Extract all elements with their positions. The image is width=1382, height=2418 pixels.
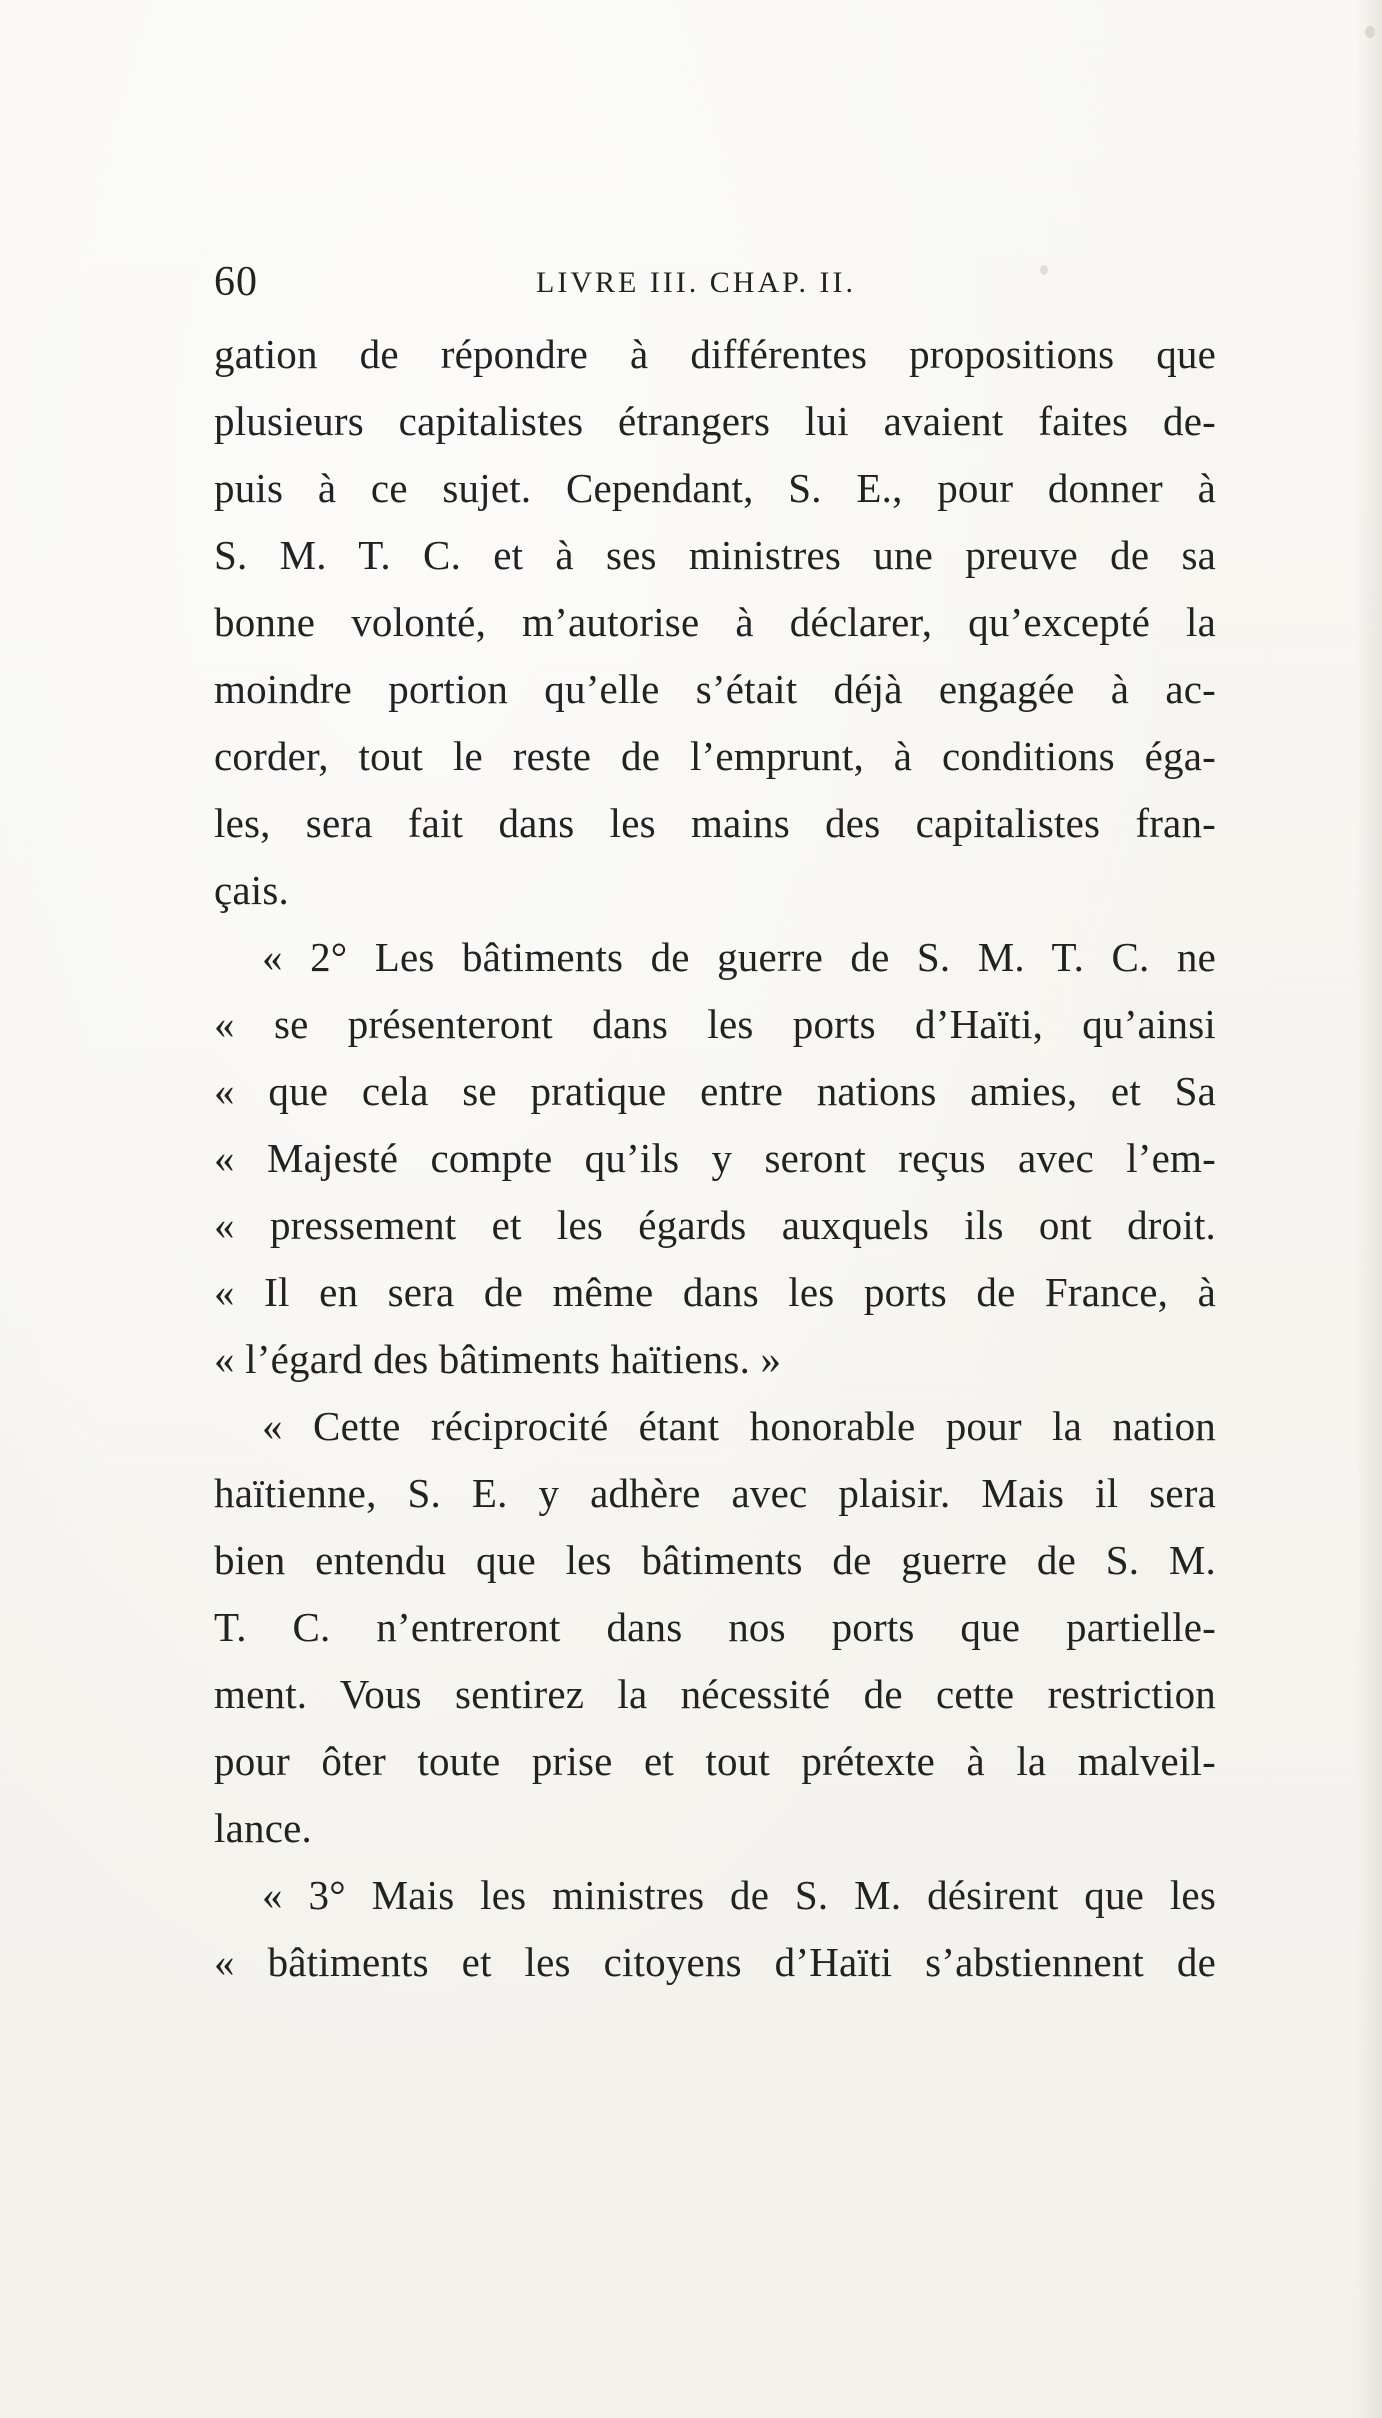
text-line: « 2° Les bâtiments de guerre de S. M. T. C. ne xyxy=(262,934,1216,980)
text-line: « bâtiments et les citoyens d’Haïti s’abstiennent de xyxy=(214,1939,1216,1985)
text-line: « Il en sera de même dans les ports de France, à xyxy=(214,1269,1216,1315)
text-line: gation de répondre à différentes propositions que xyxy=(214,331,1216,377)
running-head: LIVRE III. CHAP. II. xyxy=(536,266,856,299)
text-line: S. M. T. C. et à ses ministres une preuve de sa xyxy=(214,532,1216,578)
text-line: T. C. n’entreront dans nos ports que partielle- xyxy=(214,1604,1216,1650)
page-number: 60 xyxy=(214,259,258,305)
text-line: plusieurs capitalistes étrangers lui avaient faites de- xyxy=(214,398,1216,444)
text-line: « Majesté compte qu’ils y seront reçus avec l’em- xyxy=(214,1135,1216,1181)
text-line: pour ôter toute prise et tout prétexte à la malveil- xyxy=(214,1738,1216,1784)
text-line: « Cette réciprocité étant honorable pour la nation xyxy=(262,1403,1216,1449)
page-edge-shadow xyxy=(1356,0,1382,2418)
page-header xyxy=(214,252,1054,312)
text-line: moindre portion qu’elle s’était déjà engagée à ac- xyxy=(214,666,1216,712)
text-line: haïtienne, S. E. y adhère avec plaisir. Mais il sera xyxy=(214,1470,1216,1516)
body-text xyxy=(214,321,1216,1996)
text-line: çais. xyxy=(214,867,289,913)
text-line: « se présenteront dans les ports d’Haïti, qu’ainsi xyxy=(214,1001,1216,1047)
text-line: bonne volonté, m’autorise à déclarer, qu’excepté la xyxy=(214,599,1216,645)
text-line: « pressement et les égards auxquels ils ont droit. xyxy=(214,1202,1216,1248)
text-line: bien entendu que les bâtiments de guerre de S. M. xyxy=(214,1537,1216,1583)
text-line: corder, tout le reste de l’emprunt, à conditions éga- xyxy=(214,733,1216,779)
text-line: « l’égard des bâtiments haïtiens. » xyxy=(214,1336,782,1382)
text-line: les, sera fait dans les mains des capitalistes fran- xyxy=(214,800,1216,846)
text-line: ment. Vous sentirez la nécessité de cette restriction xyxy=(214,1671,1216,1717)
text-line: lance. xyxy=(214,1805,312,1851)
text-line: « que cela se pratique entre nations amies, et Sa xyxy=(214,1068,1216,1114)
text-line: puis à ce sujet. Cependant, S. E., pour donner à xyxy=(214,465,1216,511)
ink-spot xyxy=(1365,26,1375,38)
text-line: « 3° Mais les ministres de S. M. désirent que les xyxy=(262,1872,1216,1918)
